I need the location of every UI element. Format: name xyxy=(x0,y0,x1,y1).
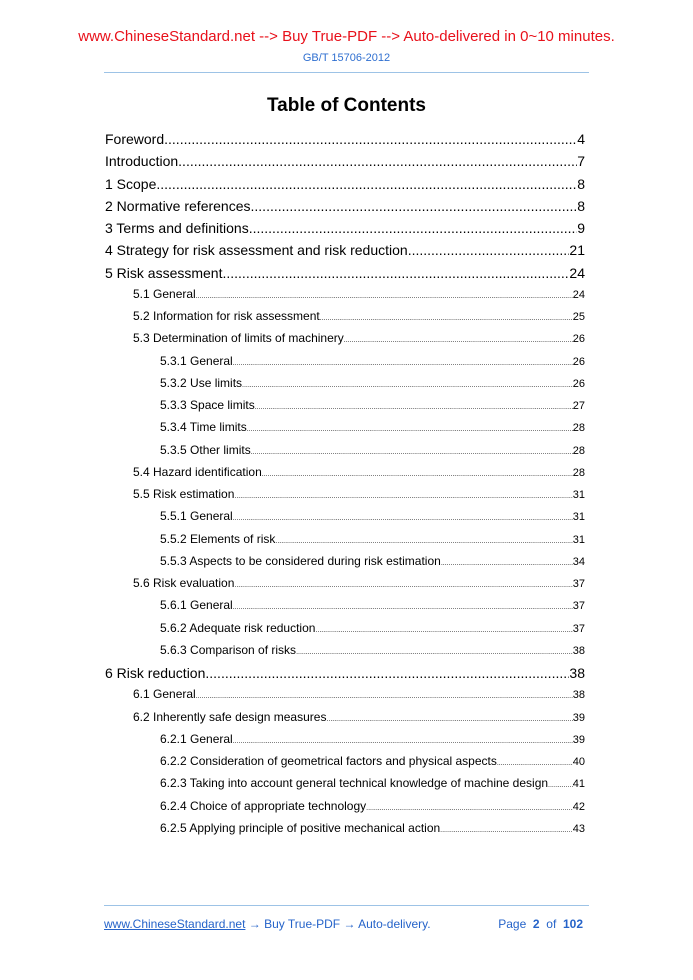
footer xyxy=(104,916,589,934)
toc-entry[interactable] xyxy=(160,532,585,546)
toc-entry-page: 28 xyxy=(572,422,585,434)
footer-site-link[interactable]: www.ChineseStandard.net xyxy=(104,917,246,931)
toc-dot-leader xyxy=(344,337,573,344)
toc-dot-leader xyxy=(441,560,573,567)
toc-entry[interactable] xyxy=(160,732,585,746)
toc-dot-leader xyxy=(205,665,569,681)
toc-entry-title: 6.2.2 Consideration of geometrical factors and physical aspects xyxy=(160,754,497,768)
toc-entry[interactable] xyxy=(160,420,585,434)
toc-entry-page: 38 xyxy=(572,645,585,657)
toc-entry[interactable] xyxy=(160,754,585,768)
toc-dot-leader xyxy=(497,760,573,767)
toc-entry-page: 25 xyxy=(572,311,585,323)
toc-entry-page: 41 xyxy=(572,778,585,790)
toc-entry-page: 8 xyxy=(577,176,585,192)
toc-dot-leader xyxy=(262,471,573,478)
toc-dot-leader xyxy=(251,449,573,456)
toc-entry-title: 5.2 Information for risk assessment xyxy=(133,309,320,323)
toc-dot-leader xyxy=(326,716,572,723)
toc-entry[interactable] xyxy=(105,665,585,681)
toc-entry-page: 43 xyxy=(572,823,585,835)
toc-entry[interactable] xyxy=(160,643,585,657)
toc-entry-title: 5 Risk assessment xyxy=(105,265,223,281)
toc-entry-title: 6 Risk reduction xyxy=(105,665,206,681)
toc-entry[interactable] xyxy=(105,198,585,214)
toc-entry-page: 4 xyxy=(577,131,585,147)
toc-entry-page: 21 xyxy=(569,242,585,258)
toc-entry-title: 5.3.3 Space limits xyxy=(160,398,255,412)
toc-entry[interactable] xyxy=(133,309,585,323)
toc-entry-page: 37 xyxy=(572,600,585,612)
toc-entry-page: 26 xyxy=(572,378,585,390)
toc-entry-title: 6.2.1 General xyxy=(160,732,233,746)
toc-entry-title: 5.3.4 Time limits xyxy=(160,420,247,434)
toc-dot-leader xyxy=(296,649,573,656)
toc-entry-page: 39 xyxy=(572,734,585,746)
toc-entry-page: 26 xyxy=(572,356,585,368)
footer-tagline: → Buy True-PDF → Auto-delivery. xyxy=(245,917,431,931)
toc-entry-page: 27 xyxy=(572,400,585,412)
toc-entry[interactable] xyxy=(105,242,585,258)
toc-dot-leader xyxy=(548,782,573,789)
toc-entry-title: 6.2.4 Choice of appropriate technology xyxy=(160,799,367,813)
toc-entry-title: 5.1 General xyxy=(133,287,196,301)
toc-entry-title: 5.6 Risk evaluation xyxy=(133,576,235,590)
toc-entry[interactable] xyxy=(160,776,585,790)
toc-entry-title: 5.6.1 General xyxy=(160,598,233,612)
toc-entry[interactable] xyxy=(105,265,585,281)
total-pages-number: 102 xyxy=(562,917,583,931)
toc-dot-leader xyxy=(247,426,573,433)
toc-entry[interactable] xyxy=(160,354,585,368)
toc-dot-leader xyxy=(233,604,573,611)
toc-entry-title: Foreword xyxy=(105,131,165,147)
toc-entry-title: 5.6.3 Comparison of risks xyxy=(160,643,297,657)
toc-entry-title: 5.3.1 General xyxy=(160,354,233,368)
toc-entry-page: 42 xyxy=(572,801,585,813)
toc-dot-leader xyxy=(242,382,573,389)
toc-dot-leader xyxy=(366,805,573,812)
toc-entry-page: 37 xyxy=(572,578,585,590)
toc-entry-title: Introduction xyxy=(105,153,179,169)
toc-dot-leader xyxy=(251,198,578,214)
toc-entry-title: 6.2 Inherently safe design measures xyxy=(133,710,327,724)
toc-entry[interactable] xyxy=(160,398,585,412)
header-divider xyxy=(104,72,589,73)
toc-dot-leader xyxy=(196,693,573,700)
toc-dot-leader xyxy=(178,153,577,169)
toc-entry-title: 5.4 Hazard identification xyxy=(133,465,262,479)
toc-entry-page: 38 xyxy=(569,665,585,681)
toc-entry-page: 7 xyxy=(577,153,585,169)
page-title: Table of Contents xyxy=(266,95,427,116)
toc-entry-title: 5.3 Determination of limits of machinery xyxy=(133,331,344,345)
toc-entry-page: 31 xyxy=(572,511,585,523)
toc-dot-leader xyxy=(315,627,572,634)
toc-entry[interactable] xyxy=(160,598,585,612)
toc-dot-leader xyxy=(249,220,577,236)
toc-entry-page: 39 xyxy=(572,712,585,724)
page-label: Page xyxy=(498,917,527,931)
toc-entry[interactable] xyxy=(133,487,585,501)
toc-entry[interactable] xyxy=(105,220,585,236)
toc-entry-page: 9 xyxy=(577,220,585,236)
toc-entry[interactable] xyxy=(133,465,585,479)
toc-entry-page: 38 xyxy=(572,689,585,701)
toc-entry-title: 5.3.2 Use limits xyxy=(160,376,243,390)
toc-entry-title: 5.6.2 Adequate risk reduction xyxy=(160,621,316,635)
footer-promo xyxy=(104,916,431,932)
toc-dot-leader xyxy=(320,315,573,322)
toc-entry-page: 40 xyxy=(572,756,585,768)
toc-entry[interactable] xyxy=(105,131,585,147)
toc-dot-leader xyxy=(408,242,570,258)
header-banner: www.ChineseStandard.net --> Buy True-PDF --> Auto-delivered in 0~10 minutes. xyxy=(78,28,615,45)
toc-dot-leader xyxy=(156,176,577,192)
toc-entry[interactable] xyxy=(160,376,585,390)
toc-dot-leader xyxy=(233,738,573,745)
standard-code: GB/T 15706-2012 xyxy=(302,52,391,64)
toc-entry[interactable] xyxy=(160,621,585,635)
toc-entry[interactable] xyxy=(160,821,585,835)
toc-entry-page: 28 xyxy=(572,467,585,479)
page-indicator xyxy=(498,916,583,932)
toc-dot-leader xyxy=(255,404,573,411)
toc-entry-page: 26 xyxy=(572,333,585,345)
toc-entry-page: 24 xyxy=(572,289,585,301)
toc-dot-leader xyxy=(222,265,569,281)
page-of-label: of xyxy=(546,917,557,931)
toc-entry-title: 2 Normative references xyxy=(105,198,251,214)
toc-entry[interactable] xyxy=(133,287,585,301)
toc-entry-title: 1 Scope xyxy=(105,176,157,192)
toc-entry[interactable] xyxy=(133,576,585,590)
toc-entry[interactable] xyxy=(160,554,585,568)
toc-entry[interactable] xyxy=(160,799,585,813)
toc-entry-title: 4 Strategy for risk assessment and risk reduction xyxy=(105,242,408,258)
toc-entry-page: 8 xyxy=(577,198,585,214)
toc-entry-title: 3 Terms and definitions xyxy=(105,220,249,236)
toc-dot-leader xyxy=(196,293,573,300)
toc-dot-leader xyxy=(233,515,573,522)
toc-entry-page: 37 xyxy=(572,623,585,635)
toc-entry[interactable] xyxy=(133,687,585,701)
toc-entry[interactable] xyxy=(133,710,585,724)
toc-entry-title: 5.3.5 Other limits xyxy=(160,443,251,457)
toc-entry-title: 5.5.2 Elements of risk xyxy=(160,532,276,546)
toc-entry[interactable] xyxy=(160,509,585,523)
toc-entry-title: 5.5.3 Aspects to be considered during risk estimation xyxy=(160,554,441,568)
toc-entry-page: 31 xyxy=(572,534,585,546)
footer-divider xyxy=(104,905,589,906)
toc-entry-page: 31 xyxy=(572,489,585,501)
toc-entry-page: 24 xyxy=(569,265,585,281)
toc-dot-leader xyxy=(164,131,577,147)
toc-entry-title: 5.5.1 General xyxy=(160,509,233,523)
toc-entry[interactable] xyxy=(133,331,585,345)
toc-entry-title: 5.5 Risk estimation xyxy=(133,487,235,501)
current-page-number: 2 xyxy=(532,917,540,931)
toc-entry[interactable] xyxy=(105,176,585,192)
toc-entry-page: 28 xyxy=(572,445,585,457)
toc-dot-leader xyxy=(233,360,573,367)
toc-entry-title: 6.1 General xyxy=(133,687,196,701)
toc-dot-leader xyxy=(275,538,572,545)
toc-dot-leader xyxy=(440,827,573,834)
toc-entry[interactable] xyxy=(105,153,585,169)
toc-entry[interactable] xyxy=(160,443,585,457)
toc-entry-title: 6.2.3 Taking into account general technical knowledge of machine design xyxy=(160,776,549,790)
toc-entry-title: 6.2.5 Applying principle of positive mechanical action xyxy=(160,821,441,835)
toc-dot-leader xyxy=(234,493,572,500)
toc-dot-leader xyxy=(234,582,572,589)
toc-entry-page: 34 xyxy=(572,556,585,568)
